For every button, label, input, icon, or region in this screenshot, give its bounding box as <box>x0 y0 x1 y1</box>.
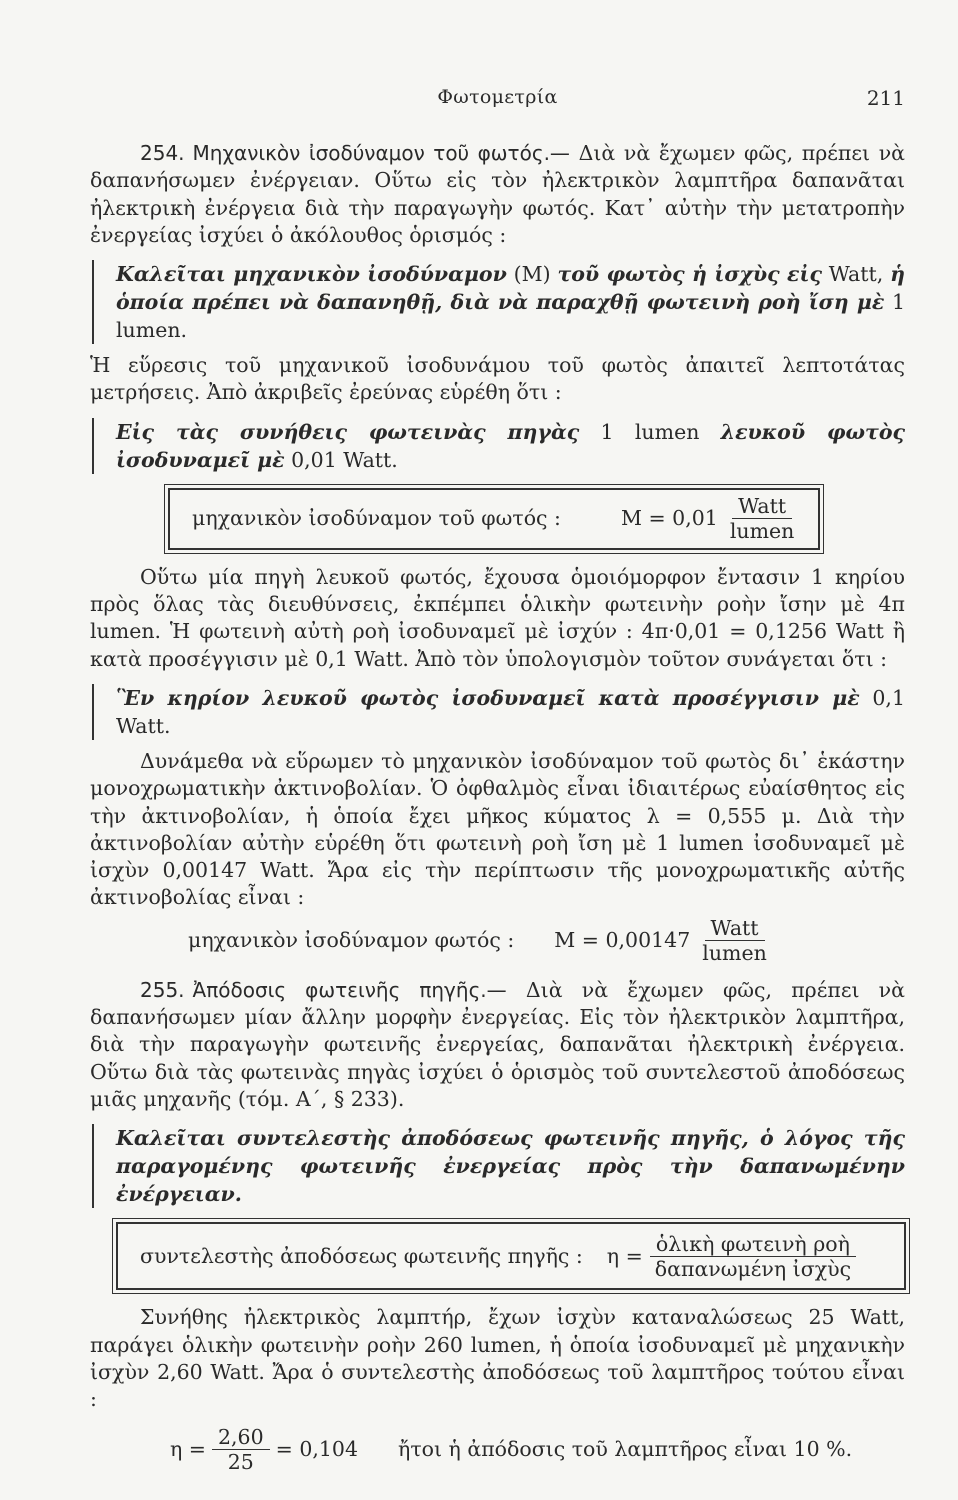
formula-lhs: M = 0,01 <box>620 506 718 531</box>
equation-label: μηχανικὸν ἰσοδύναμον φωτός : <box>188 927 515 952</box>
formula-box <box>116 1222 906 1290</box>
section-254-intro <box>90 140 905 249</box>
paragraph-text: Διὰ νὰ ἔχωμεν φῶς, πρέπει νὰ δαπανήσωμεν ἐνέργειαν. Οὕτω εἰς τὸν ἠλεκτρικὸν λαμπτῆρα δαπανᾶται ἠλεκτρικὴ ἐνέργεια διὰ τὴν παραγωγὴν φωτός. Κατ᾽ αὐτὴν τὴν μετατροπὴν ἐνεργείας ἰσχύει ὁ ἀκόλουθος ὁρισμός : <box>90 141 905 247</box>
definition-unit: 1 lumen <box>579 419 721 444</box>
section-255-intro <box>90 977 905 1113</box>
paragraph-text: Διὰ νὰ ἔχωμεν φῶς, πρέπει νὰ δαπανήσωμεν μίαν ἄλλην μορφὴν ἐνεργείας. Εἰς τὸν ἠλεκτρικὸν λαμπτῆρα, διὰ τὴν παραγωγὴν φωτεινῆς ἐνεργείας, δαπανᾶται ἠλεκτρικὴ ἐνέργεια. Οὕτω διὰ τὰς φωτεινὰς πηγὰς ἰσχύει ὁ ὁρισμὸς τοῦ συντελεστοῦ ἀποδόσεως μιᾶς μηχανῆς (τόμ. Α΄, § 233). <box>90 977 905 1111</box>
fraction-denominator: lumen <box>729 519 795 544</box>
fraction-numerator: Watt <box>732 494 792 519</box>
definition-text: Καλεῖται μηχανικὸν ἰσοδύναμον <box>116 262 507 287</box>
definition-unit: 0,1 Watt. <box>116 685 905 738</box>
fraction <box>696 916 773 965</box>
equation <box>188 916 905 965</box>
formula-box <box>168 488 820 550</box>
equation-lhs: η = <box>170 1437 206 1462</box>
formula-lhs: η = <box>606 1243 643 1268</box>
fraction-denominator: lumen <box>702 940 767 965</box>
fraction <box>212 1425 270 1474</box>
fraction-denominator: δαπανωμένη ἰσχὺς <box>654 1256 852 1281</box>
definition-block <box>92 418 905 474</box>
definition-text: τοῦ φωτὸς ἡ ἰσχὺς εἰς <box>557 262 822 287</box>
definition-text: Ἓν κηρίον λευκοῦ φωτὸς ἰσοδυναμεῖ κατὰ προσέγγισιν μὲ <box>116 685 860 710</box>
running-title: Φωτομετρία <box>437 86 558 108</box>
section-title: Ἀπόδοσις φωτεινῆς πηγῆς.— <box>192 977 507 1002</box>
definition-text: Εἰς τὰς συνήθεις φωτεινὰς πηγὰς <box>116 419 580 444</box>
section-number: 254. <box>140 141 185 165</box>
fraction <box>724 494 801 543</box>
formula-label: μηχανικὸν ἰσοδύναμον τοῦ φωτός : <box>192 506 561 531</box>
page-number: 211 <box>866 86 905 110</box>
section-title: Μηχανικὸν ἰσοδύναμον τοῦ φωτός.— <box>192 141 570 165</box>
paragraph: Οὕτω μία πηγὴ λευκοῦ φωτός, ἔχουσα ὁμοιόμορφον ἔντασιν 1 κηρίου πρὸς ὅλας τὰς διευθύνσεις, ἐκπέμπει ὁλικὴν φωτεινὴν ροὴν ἴσην μὲ 4π lumen. Ἡ φωτεινὴ αὐτὴ ροὴ ἰσοδυναμεῖ μὲ ἰσχύν : 4π·0,01 = 0,1256 Watt ἢ κατὰ προσέγγισιν μὲ 0,1 Watt. Ἀπὸ τὸν ὑπολογισμὸν τοῦτον συνάγεται ὅτι : <box>90 564 905 671</box>
equation-result: = 0,104 <box>275 1437 359 1462</box>
definition-symbol: (M) <box>506 262 558 287</box>
page-header <box>90 86 905 116</box>
equation-lhs: M = 0,00147 <box>554 927 691 952</box>
definition-block <box>92 684 905 740</box>
definition-text: ἡ ὁποία πρέπει νὰ δαπανηθῇ, διὰ νὰ παραχθῇ φωτεινὴ ροὴ ἴση μὲ <box>116 262 905 315</box>
page-body <box>90 140 905 1474</box>
definition-text: λευκοῦ φωτὸς ἰσοδυναμεῖ μὲ <box>116 419 905 472</box>
section-number: 255. <box>140 977 185 1002</box>
paragraph: Δυνάμεθα νὰ εὕρωμεν τὸ μηχανικὸν ἰσοδύναμον τοῦ φωτὸς δι᾽ ἑκάστην μονοχρωματικὴν ἀκτινοβολίαν. Ὁ ὀφθαλμὸς εἶναι ἰδιαιτέρως εὐαίσθητος εἰς τὴν ἀκτινοβολίαν, ἡ ὁποία ἔχει μῆκος κύματος λ = 0,555 μ. Διὰ τὴν ἀκτινοβολίαν αὐτὴν εὑρέθη ὅτι φωτεινὴ ροὴ ἴση μὲ 1 lumen ἰσοδυναμεῖ μὲ ἰσχὺν 0,00147 Watt. Ἄρα εἰς τὴν περίπτωσιν τῆς μονοχρωματικῆς αὐτῆς ἀκτινοβολίας εἶναι : <box>90 748 905 910</box>
definition-block: Καλεῖται συντελεστὴς ἀποδόσεως φωτεινῆς πηγῆς, ὁ λόγος τῆς παραγομένης φωτεινῆς ἐνεργείας πρὸς τὴν δαπανωμένην ἐνέργειαν. <box>92 1124 905 1208</box>
fraction-numerator: Watt <box>705 916 765 941</box>
paragraph: Συνήθης ἠλεκτρικὸς λαμπτήρ, ἔχων ἰσχὺν καταναλώσεως 25 Watt, παράγει ὁλικὴν φωτεινὴν ροὴν 260 lumen, ἡ ὁποία ἰσοδυναμεῖ μὲ μηχανικὴν ἰσχὺν 2,60 Watt. Ἄρα ὁ συντελεστὴς ἀποδόσεως τοῦ λαμπτῆρος τούτου εἶναι : <box>90 1305 905 1412</box>
fraction <box>649 1232 857 1281</box>
fraction-numerator: 2,60 <box>212 1425 270 1450</box>
definition-unit: Watt, <box>821 262 891 287</box>
definition-unit: 0,01 Watt. <box>284 447 398 472</box>
definition-block <box>92 260 905 344</box>
fraction-numerator: ὁλικὴ φωτεινὴ ροὴ <box>650 1232 856 1257</box>
equation-note: ἤτοι ἡ ἀπόδοσις τοῦ λαμπτῆρος εἶναι 10 %. <box>398 1437 853 1462</box>
paragraph: Ἡ εὕρεσις τοῦ μηχανικοῦ ἰσοδυνάμου τοῦ φωτὸς ἀπαιτεῖ λεπτοτάτας μετρήσεις. Ἀπὸ ἀκριβεῖς ἐρεύνας εὑρέθη ὅτι : <box>90 353 905 405</box>
definition-unit: 1 lumen. <box>116 290 905 343</box>
equation <box>170 1425 905 1474</box>
formula-label: συντελεστὴς ἀποδόσεως φωτεινῆς πηγῆς : <box>140 1243 583 1268</box>
fraction-denominator: 25 <box>227 1450 254 1475</box>
